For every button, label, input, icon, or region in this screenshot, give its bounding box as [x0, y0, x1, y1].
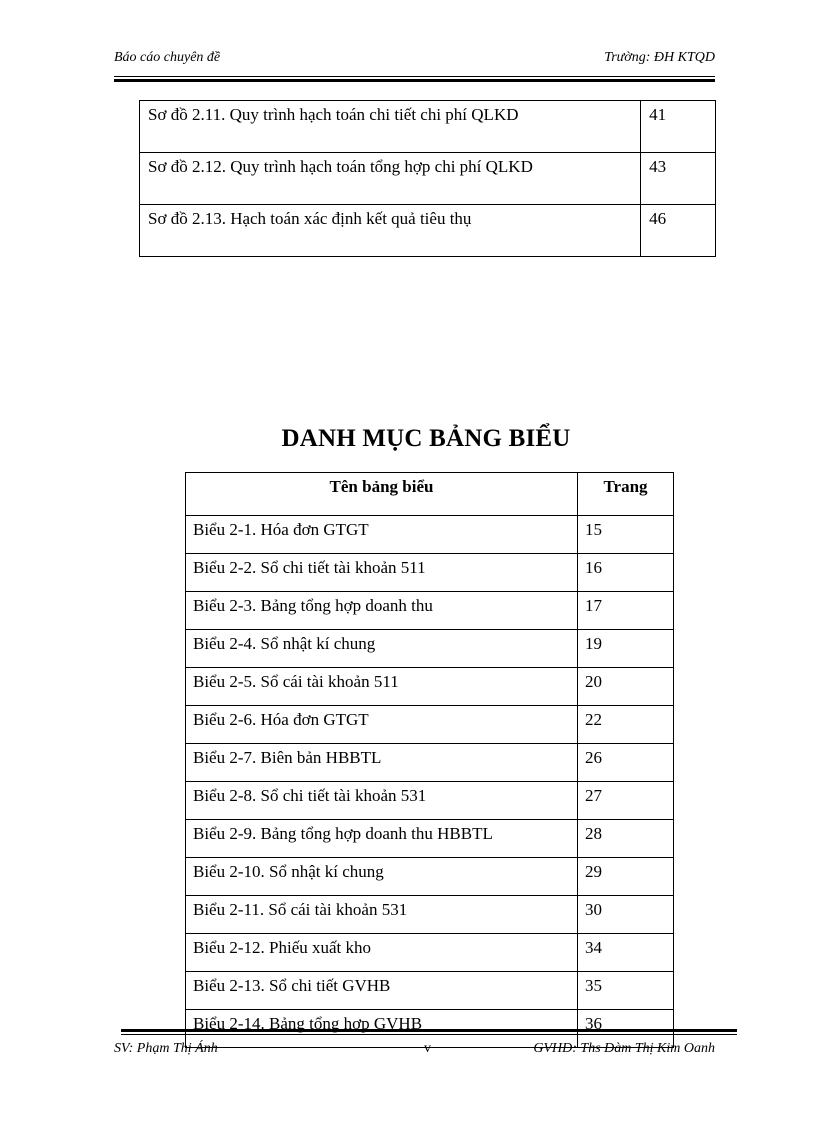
row-page: 16 — [578, 554, 674, 592]
footer-supervisor-name: GVHD: Ths Đàm Thị Kim Oanh — [533, 1041, 715, 1056]
table-row — [186, 592, 674, 630]
table-list-table — [185, 472, 674, 1048]
row-title: Biểu 2-5. Sổ cái tài khoản 511 — [186, 668, 578, 706]
section-title: DANH MỤC BẢNG BIỂU — [281, 425, 571, 452]
row-page: 17 — [578, 592, 674, 630]
row-title: Biểu 2-12. Phiếu xuất kho — [186, 934, 578, 972]
table-row — [186, 972, 674, 1010]
row-title: Biểu 2-7. Biên bản HBBTL — [186, 744, 578, 782]
row-title: Biểu 2-4. Sổ nhật kí chung — [186, 630, 578, 668]
table-row — [186, 706, 674, 744]
row-title: Biểu 2-2. Sổ chi tiết tài khoản 511 — [186, 554, 578, 592]
row-title: Biểu 2-11. Sổ cái tài khoản 531 — [186, 896, 578, 934]
row-title: Sơ đồ 2.12. Quy trình hạch toán tổng hợp chi phí QLKD — [140, 153, 641, 205]
row-title: Biểu 2-14. Bảng tổng hợp GVHB — [186, 1010, 578, 1048]
row-title: Sơ đồ 2.11. Quy trình hạch toán chi tiết chi phí QLKD — [140, 101, 641, 153]
row-page: 26 — [578, 744, 674, 782]
row-page: 19 — [578, 630, 674, 668]
table-row — [186, 630, 674, 668]
row-title: Biểu 2-1. Hóa đơn GTGT — [186, 516, 578, 554]
table-row — [186, 934, 674, 972]
row-page: 35 — [578, 972, 674, 1010]
page-header — [114, 50, 715, 70]
row-title: Biểu 2-8. Sổ chi tiết tài khoản 531 — [186, 782, 578, 820]
row-page: 43 — [641, 153, 716, 205]
table-row — [186, 820, 674, 858]
table-row — [186, 744, 674, 782]
table-row — [186, 554, 674, 592]
row-page: 34 — [578, 934, 674, 972]
row-page: 15 — [578, 516, 674, 554]
row-title: Biểu 2-3. Bảng tổng hợp doanh thu — [186, 592, 578, 630]
table-row — [140, 153, 716, 205]
page-footer — [114, 1041, 715, 1061]
header-divider-thin — [114, 76, 715, 77]
footer-page-number: v — [424, 1041, 431, 1056]
row-title: Biểu 2-9. Bảng tổng hợp doanh thu HBBTL — [186, 820, 578, 858]
row-page: 41 — [641, 101, 716, 153]
table-row — [140, 101, 716, 153]
row-title: Biểu 2-10. Sổ nhật kí chung — [186, 858, 578, 896]
row-page: 29 — [578, 858, 674, 896]
column-header-name: Tên bảng biểu — [186, 473, 578, 516]
row-page: 46 — [641, 205, 716, 257]
table-row — [186, 516, 674, 554]
table-row — [140, 205, 716, 257]
footer-divider-thin — [121, 1034, 737, 1035]
header-divider-thick — [114, 79, 715, 82]
header-right-text: Trường: ĐH KTQD — [604, 50, 715, 65]
row-title: Sơ đồ 2.13. Hạch toán xác định kết quả tiêu thụ — [140, 205, 641, 257]
table-header-row — [186, 473, 674, 516]
table-row — [186, 896, 674, 934]
row-page: 27 — [578, 782, 674, 820]
table-row — [186, 668, 674, 706]
footer-student-name: SV: Phạm Thị Ánh — [114, 1041, 218, 1056]
footer-divider-thick — [121, 1029, 737, 1032]
row-page: 28 — [578, 820, 674, 858]
row-title: Biểu 2-13. Sổ chi tiết GVHB — [186, 972, 578, 1010]
column-header-page: Trang — [578, 473, 674, 516]
row-page: 36 — [578, 1010, 674, 1048]
row-page: 22 — [578, 706, 674, 744]
table-row — [186, 858, 674, 896]
table-row — [186, 782, 674, 820]
header-left-text: Báo cáo chuyên đề — [114, 50, 221, 65]
row-page: 20 — [578, 668, 674, 706]
diagram-list-table — [139, 100, 716, 257]
row-title: Biểu 2-6. Hóa đơn GTGT — [186, 706, 578, 744]
row-page: 30 — [578, 896, 674, 934]
